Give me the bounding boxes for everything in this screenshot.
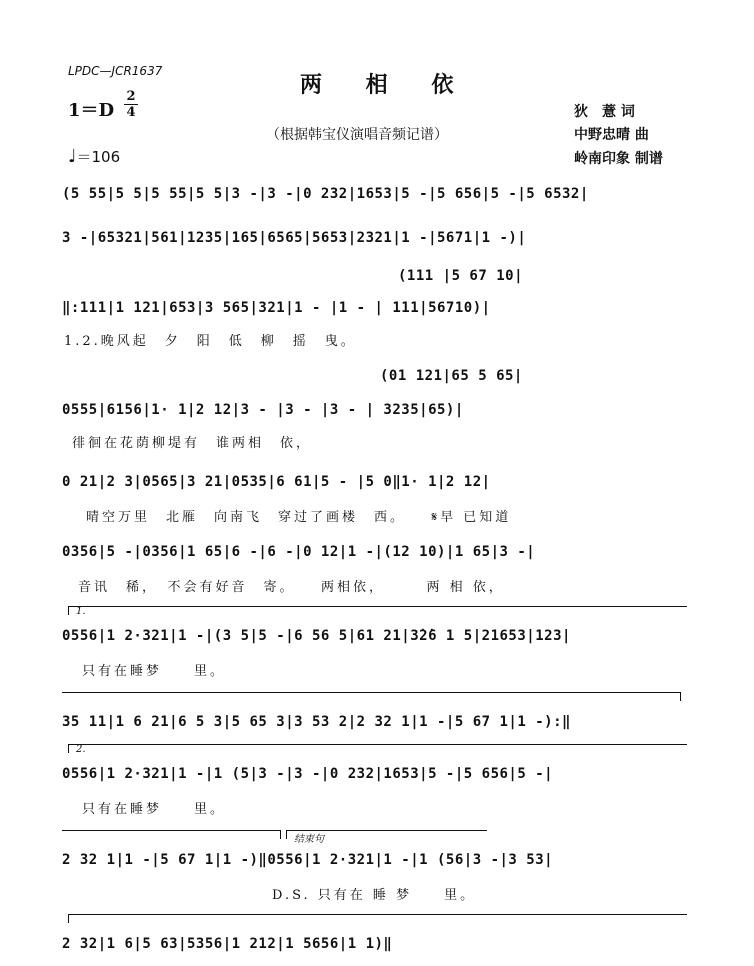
- lyric-line: 1.2.晚风起 夕 阳 低 柳 摇 曳。: [64, 334, 357, 349]
- lyric-line: 音讯 稀， 不会有好音 寄。 两相依， 两 相 依，: [78, 580, 505, 595]
- time-signature-bottom: 4: [126, 105, 136, 120]
- notation-line: 35 11|1 6 21|6 5 3|5 65 3|3 53 2|2 32 1|1 -|5 67 1|1 -):‖: [62, 714, 571, 730]
- notation-line: 0356|5 -|0356|1 65|6 -|6 -|0 12|1 -|(12 10)|1 65|3 -|: [62, 544, 536, 560]
- notation-line: (5 55|5 5|5 55|5 5|3 -|3 -|0 232|1653|5 -|5 656|5 -|5 6532|: [62, 186, 589, 202]
- notation-line: 3 -|65321|561|1235|165|6565|5653|2321|1 -|5671|1 -)|: [62, 230, 527, 246]
- credit-arranger: 岭南印象 制谱: [574, 151, 663, 167]
- score-code: LPDC—JCR1637: [68, 64, 163, 78]
- notation-line: 0 21|2 3|0565|3 21|0535|6 61|5 - |5 0‖1· 1|2 12|: [62, 474, 491, 490]
- song-title: 两 相 依: [300, 72, 472, 98]
- volta-bracket-2: [68, 744, 687, 753]
- notation-line: 0556|1 2·321|1 -|(3 5|5 -|6 56 5|61 21|3̇2̇6 1 5|21653|123|: [62, 628, 571, 644]
- tempo-marking: [68, 146, 120, 167]
- volta-bracket-1: [68, 606, 687, 615]
- alt-notation-line: (01 121|65 5 65|: [380, 368, 523, 384]
- lyric-line: 只有在睡梦 里。: [82, 802, 227, 817]
- alt-notation-line: (111 |5 67 10|: [398, 268, 524, 284]
- time-signature: [124, 90, 138, 119]
- lyric-line: D.S. 只有在 睡 梦 里。: [272, 888, 477, 903]
- notation-line: ‖:111|1 121|653|3 565|321|1 - |1 - | 111|56710)|: [62, 300, 491, 316]
- notation-line: 2 32 1|1 -|5 67 1|1 -)‖0556|1 2·321|1 -|1 (56|3 -|3 53|: [62, 852, 554, 868]
- volta-bracket-1-end: [62, 692, 681, 701]
- song-subtitle: （根据韩宝仪演唱音频记谱）: [266, 127, 448, 143]
- volta-bracket-2-end: [62, 830, 281, 839]
- notation-line: 0556|1 2·321|1 -|1 (5|3 -|3 -|0 232|1653|5 -|5 656|5 -|: [62, 766, 554, 782]
- coda-label: 结束句: [294, 834, 324, 845]
- notation-line: 2 32|1 6|5 63|5356|1 212|1 5656|1 1)‖: [62, 936, 393, 952]
- credit-composer: 中野忠晴 曲: [574, 127, 649, 143]
- volta-label-1: 1.: [76, 606, 86, 617]
- key-signature: 1＝D: [68, 100, 115, 121]
- credit-lyricist: 狄 薏 词: [574, 104, 635, 120]
- lyric-line: 徘徊在花荫柳堤有 谁两相 依，: [72, 436, 313, 451]
- time-signature-top: 2: [126, 89, 136, 104]
- lyric-line: 只有在睡梦 里。: [82, 664, 227, 679]
- notation-line: 0555|6156|1· 1|2 12|3 - |3 - |3 - | 3235|65)|: [62, 402, 464, 418]
- tempo-value: ＝106: [76, 148, 121, 166]
- volta-label-2: 2.: [76, 744, 86, 755]
- quarter-note-icon: ♩: [68, 146, 77, 167]
- final-bracket: [68, 914, 687, 923]
- lyric-line: 晴空万里 北雁 向南飞 穿过了画楼 西。 𝄋早 已知道: [86, 510, 512, 525]
